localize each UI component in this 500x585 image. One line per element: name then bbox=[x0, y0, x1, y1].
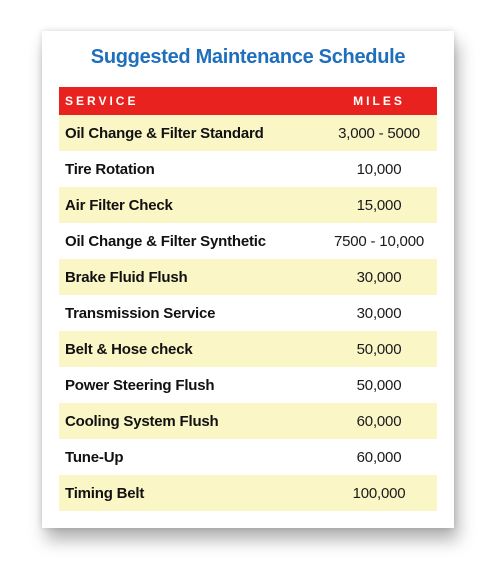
miles-cell: 10,000 bbox=[321, 151, 437, 187]
service-cell: Tune-Up bbox=[59, 439, 321, 475]
service-cell: Air Filter Check bbox=[59, 187, 321, 223]
table-header-row bbox=[59, 87, 437, 115]
table-row bbox=[59, 151, 437, 187]
table-row bbox=[59, 403, 437, 439]
header-service: SERVICE bbox=[59, 87, 321, 115]
service-cell: Timing Belt bbox=[59, 475, 321, 511]
service-cell: Cooling System Flush bbox=[59, 403, 321, 439]
service-cell: Belt & Hose check bbox=[59, 331, 321, 367]
table-row bbox=[59, 367, 437, 403]
service-cell: Transmission Service bbox=[59, 295, 321, 331]
table-row bbox=[59, 259, 437, 295]
miles-cell: 30,000 bbox=[321, 295, 437, 331]
miles-cell: 7500 - 10,000 bbox=[321, 223, 437, 259]
table-row bbox=[59, 295, 437, 331]
table-row bbox=[59, 439, 437, 475]
table-row bbox=[59, 187, 437, 223]
miles-cell: 60,000 bbox=[321, 439, 437, 475]
miles-cell: 15,000 bbox=[321, 187, 437, 223]
miles-cell: 100,000 bbox=[321, 475, 437, 511]
table-row bbox=[59, 223, 437, 259]
page-title: Suggested Maintenance Schedule bbox=[90, 46, 406, 68]
maintenance-table bbox=[59, 87, 437, 511]
service-cell: Oil Change & Filter Standard bbox=[59, 115, 321, 151]
service-cell: Brake Fluid Flush bbox=[59, 259, 321, 295]
schedule-card bbox=[42, 31, 454, 528]
service-cell: Power Steering Flush bbox=[59, 367, 321, 403]
miles-cell: 50,000 bbox=[321, 367, 437, 403]
miles-cell: 30,000 bbox=[321, 259, 437, 295]
table-row bbox=[59, 475, 437, 511]
miles-cell: 3,000 - 5000 bbox=[321, 115, 437, 151]
table-row bbox=[59, 331, 437, 367]
miles-cell: 60,000 bbox=[321, 403, 437, 439]
table-row bbox=[59, 115, 437, 151]
service-cell: Tire Rotation bbox=[59, 151, 321, 187]
service-cell: Oil Change & Filter Synthetic bbox=[59, 223, 321, 259]
header-miles: MILES bbox=[321, 87, 437, 115]
miles-cell: 50,000 bbox=[321, 331, 437, 367]
